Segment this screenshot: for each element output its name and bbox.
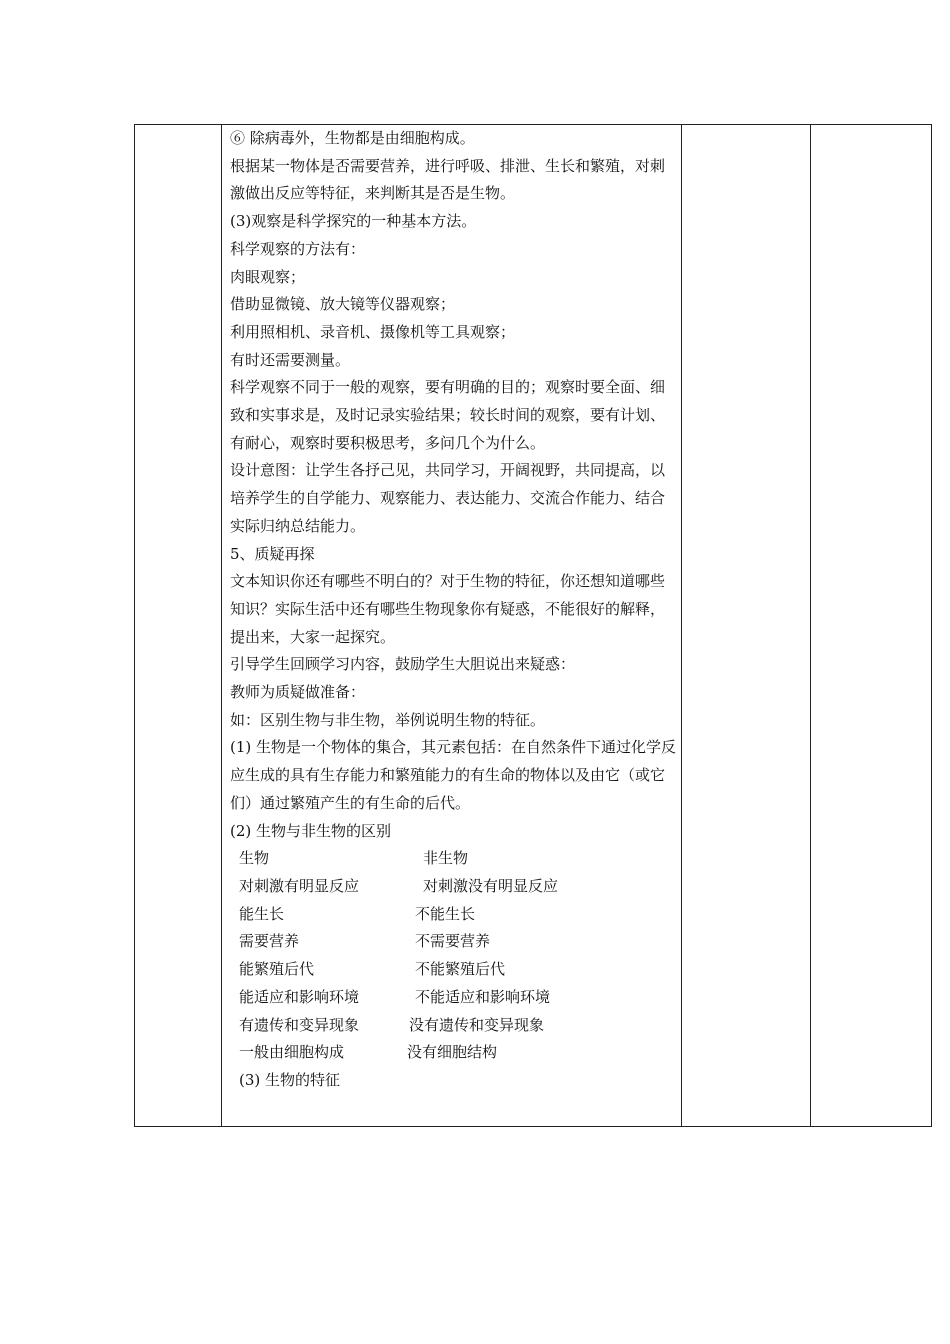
nonliving-trait: 不需要营养 bbox=[415, 932, 491, 951]
living-trait: 一般由细胞构成 bbox=[239, 1043, 345, 1062]
paragraph: 教师为质疑做准备： bbox=[230, 683, 366, 702]
nonliving-trait: 没有遗传和变异现象 bbox=[409, 1015, 545, 1034]
living-trait: 对刺激有明显反应 bbox=[239, 876, 360, 895]
paragraph: (2) 生物与非生物的区别 bbox=[230, 821, 392, 840]
table-row bbox=[135, 125, 932, 1127]
column-d-cell bbox=[811, 125, 932, 1127]
living-trait: 生物 bbox=[239, 849, 270, 868]
paragraph: (3)观察是科学探究的一种基本方法。 bbox=[230, 212, 477, 231]
paragraph: 利用照相机、录音机、摄像机等工具观察； bbox=[230, 322, 516, 341]
living-trait: 有遗传和变异现象 bbox=[239, 1015, 360, 1034]
nonliving-trait: 不能生长 bbox=[415, 904, 476, 923]
paragraph: (3) 生物的特征 bbox=[239, 1070, 341, 1089]
nonliving-trait: 对刺激没有明显反应 bbox=[423, 876, 559, 895]
content-cell bbox=[222, 125, 682, 1127]
paragraph: 文本知识你还有哪些不明白的？对于生物的特征，你还想知道哪些知识？实际生活中还有哪些生物现象你有疑惑，不能很好的解释，提出来，大家一起探究。 bbox=[230, 572, 666, 646]
nonliving-trait: 不能繁殖后代 bbox=[415, 960, 506, 979]
content-body bbox=[222, 125, 681, 1095]
comparison-row bbox=[230, 1012, 677, 1040]
nonliving-trait: 没有细胞结构 bbox=[407, 1043, 498, 1062]
nonliving-trait: 非生物 bbox=[423, 849, 469, 868]
paragraph: ⑥ 除病毒外，生物都是由细胞构成。 bbox=[230, 129, 475, 147]
paragraph: 设计意图：让学生各抒己见，共同学习，开阔视野，共同提高，以培养学生的自学能力、观察能力、表达能力、交流合作能力、结合实际归纳总结能力。 bbox=[230, 461, 666, 535]
nonliving-trait: 不能适应和影响环境 bbox=[415, 987, 551, 1006]
living-trait: 能适应和影响环境 bbox=[239, 987, 360, 1006]
paragraph: (1) 生物是一个物体的集合，其元素包括：在自然条件下通过化学反应生成的具有生存能力和繁殖能力的有生命的物体以及由它（或它们）通过繁殖产生的有生命的后代。 bbox=[230, 738, 677, 812]
paragraph: 借助显微镜、放大镜等仪器观察； bbox=[230, 295, 456, 314]
lesson-table bbox=[134, 124, 932, 1127]
comparison-row bbox=[230, 984, 677, 1012]
paragraph: 如：区别生物与非生物，举例说明生物的特征。 bbox=[230, 710, 546, 729]
comparison-row bbox=[230, 873, 677, 901]
column-a-cell bbox=[135, 125, 222, 1127]
comparison-row bbox=[230, 928, 677, 956]
living-trait: 需要营养 bbox=[239, 932, 300, 951]
paragraph: 科学观察的方法有： bbox=[230, 239, 366, 258]
paragraph: 肉眼观察； bbox=[230, 267, 306, 286]
comparison-row bbox=[230, 1039, 677, 1067]
comparison-row bbox=[230, 956, 677, 984]
living-trait: 能繁殖后代 bbox=[239, 960, 315, 979]
paragraph: 5、质疑再探 bbox=[230, 544, 315, 563]
column-c-cell bbox=[682, 125, 811, 1127]
paragraph: 科学观察不同于一般的观察，要有明确的目的；观察时要全面、细致和实事求是，及时记录实验结果；较长时间的观察，要有计划、有耐心，观察时要积极思考，多问几个为什么。 bbox=[230, 378, 666, 452]
comparison-row bbox=[230, 901, 677, 929]
paragraph: 根据某一物体是否需要营养，进行呼吸、排泄、生长和繁殖，对刺激做出反应等特征，来判断其是否是生物。 bbox=[230, 156, 666, 203]
paragraph: 有时还需要测量。 bbox=[230, 350, 351, 369]
paragraph: 引导学生回顾学习内容，鼓励学生大胆说出来疑惑： bbox=[230, 655, 576, 674]
living-trait: 能生长 bbox=[239, 904, 285, 923]
comparison-row bbox=[230, 845, 677, 873]
